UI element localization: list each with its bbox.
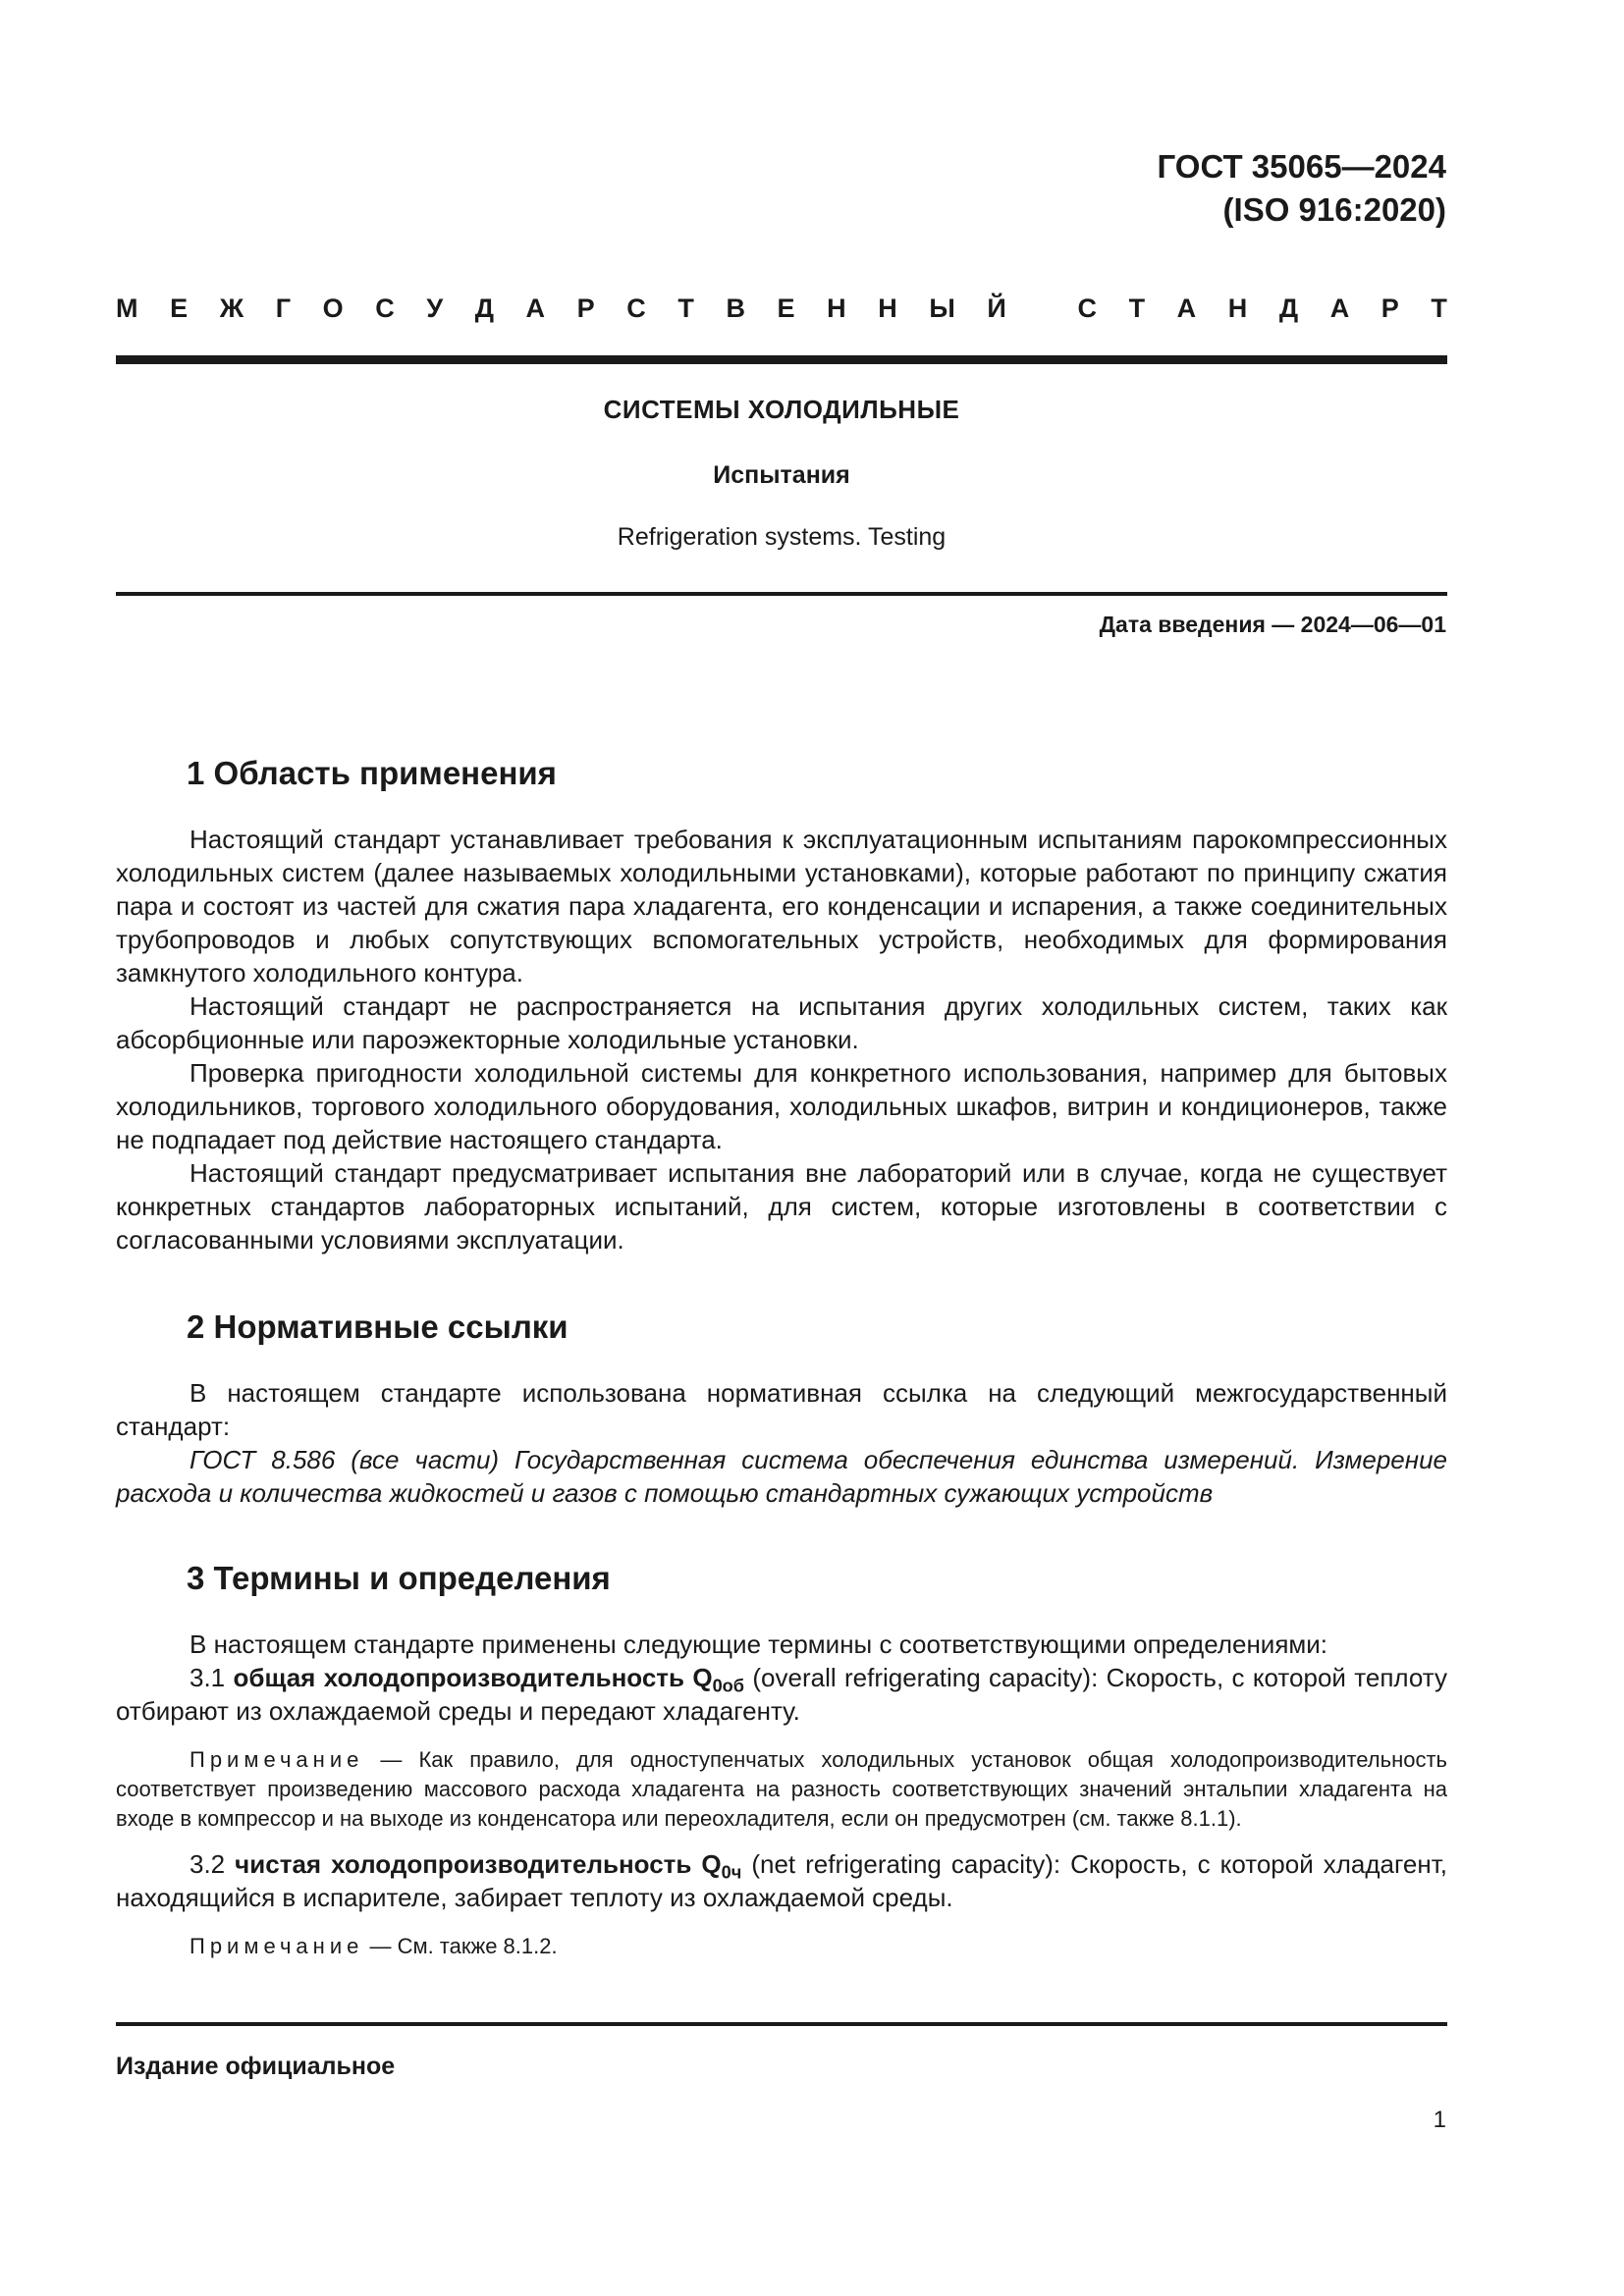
section-normative-references [116, 1308, 1447, 1510]
banner-letter [1038, 291, 1046, 326]
term-name: общая холодопроизводительность $Q_{0об}$ [233, 1663, 745, 1696]
term-subscript: 0ч [721, 1862, 742, 1883]
banner-letter: У [426, 294, 444, 323]
note [116, 1745, 1447, 1834]
banner-letter: Н [1227, 294, 1248, 323]
banner-letter: О [322, 294, 344, 323]
banner-letter: С [375, 294, 395, 323]
banner-letter: Т [677, 294, 694, 323]
page-number: 1 [1433, 2107, 1446, 2133]
document-title: СИСТЕМЫ ХОЛОДИЛЬНЫЕ [603, 395, 960, 424]
term-definition [116, 1847, 1447, 1914]
paragraph: Настоящий стандарт устанавливает требования к эксплуатационным испытаниям парокомпрессионных холодильных систем (далее называемых холодильными установками), которые работают по принципу сжатия пара и состоят из частей для сжатия пара хладагента, его конденсации и испарения, а также соединительных трубопроводов и любых сопутствующих вспомогательных устройств, необходимых для формирования замкнутого холодильного контура. [116, 825, 1447, 988]
banner-letter: В [726, 294, 745, 323]
banner-letter: Д [1278, 294, 1299, 323]
section-scope [116, 754, 1447, 1256]
paragraph: В настоящем стандарте использована нормативная ссылка на следующий межгосударственный стандарт: [116, 1378, 1447, 1441]
banner-letter: Й [987, 294, 1006, 323]
banner-letter: Е [777, 294, 795, 323]
term-number: 3.2 [189, 1849, 226, 1879]
title-rule [116, 592, 1447, 596]
paragraph: Проверка пригодности холодильной системы для конкретного использования, например для бытовых холодильников, торгового холодильного оборудования, холодильных шкафов, витрин и кондиционеров, также не подпадает под действие настоящего стандарта. [116, 1058, 1447, 1154]
section-heading: 3 Термины и определения [187, 1560, 611, 1596]
banner-letter: С [626, 294, 646, 323]
term-text: (net refrigerating capacity): Скорость, с которой хладагент, находящийся в испарителе, забирает теплоту из охлаждаемой среды. [116, 1849, 1447, 1912]
english-title: Refrigeration systems. Testing [617, 523, 947, 551]
term-definition [116, 1661, 1447, 1728]
banner-letter: Г [275, 294, 292, 323]
banner-letter: Н [878, 294, 897, 323]
banner-letter: М [116, 294, 138, 323]
note [116, 1932, 1447, 1961]
banner-letter: А [525, 294, 546, 323]
note-label: Примечание [189, 1747, 364, 1772]
term-subscript: 0об [712, 1676, 745, 1696]
note-label: Примечание [189, 1934, 364, 1958]
note-text: — См. также 8.1.2. [363, 1934, 558, 1958]
banner-letter: Т [1128, 294, 1146, 323]
banner-letter: А [1176, 294, 1197, 323]
banner-letter: Т [1431, 294, 1447, 323]
section-heading: 2 Нормативные ссылки [187, 1308, 568, 1345]
standard-number-block [1158, 145, 1446, 232]
banner-letter: С [1077, 294, 1097, 323]
banner-letter: А [1329, 294, 1350, 323]
banner-letter: Е [170, 294, 189, 323]
term-name: чистая холодопроизводительность $Q_{0ч}$ [235, 1849, 742, 1883]
iso-number: (ISO 916:2020) [1222, 191, 1446, 228]
reference-entry: ГОСТ 8.586 (все части) Государственная система обеспечения единства измерений. Измерение расхода и количества жидкостей и газов с помощью стандартных сужающих устройств [116, 1445, 1447, 1508]
banner-letter: Д [474, 294, 494, 323]
footer-rule [116, 2022, 1447, 2026]
paragraph: Настоящий стандарт предусматривает испытания вне лабораторий или в случае, когда не существует конкретных стандартов лабораторных испытаний, для систем, которые изготовлены в соответствии с согласованными условиями эксплуатации. [116, 1158, 1447, 1255]
term-number: 3.1 [189, 1663, 226, 1692]
gost-number: ГОСТ 35065—2024 [1157, 148, 1446, 185]
banner-letter: Ж [219, 294, 244, 323]
edition-label: Издание официальное [116, 2053, 396, 2080]
document-body [116, 754, 1447, 1975]
introduction-date: Дата введения — 2024—06—01 [1099, 612, 1446, 637]
paragraph: Настоящий стандарт не распространяется на испытания других холодильных систем, таких как абсорбционные или пароэжекторные холодильные установки. [116, 991, 1447, 1054]
section-terms [116, 1559, 1447, 1961]
document-subtitle: Испытания [713, 461, 850, 489]
term-text: (overall refrigerating capacity): Скорость, с которой теплоту отбирают из охлаждаемой среды и передают хладагенту. [116, 1663, 1447, 1726]
banner-letter: Н [827, 294, 846, 323]
banner-letter: Р [576, 294, 595, 323]
section-heading: 1 Область применения [187, 755, 557, 791]
interstate-standard-banner [116, 291, 1447, 326]
note-text: — Как правило, для одноступенчатых холодильных установок общая холодопроизводительность соответствует произведению массового расхода хладагента на разность соответствующих значений энтальпии хладагента на входе в компрессор и на выходе из конденсатора или переохладителя, если он предусмотрен (см. также 8.1.1). [116, 1747, 1447, 1831]
paragraph: В настоящем стандарте применены следующие термины с соответствующими определениями: [189, 1629, 1328, 1659]
header-rule [116, 355, 1447, 364]
banner-letter: Р [1380, 294, 1399, 323]
banner-letter: Ы [929, 294, 955, 323]
